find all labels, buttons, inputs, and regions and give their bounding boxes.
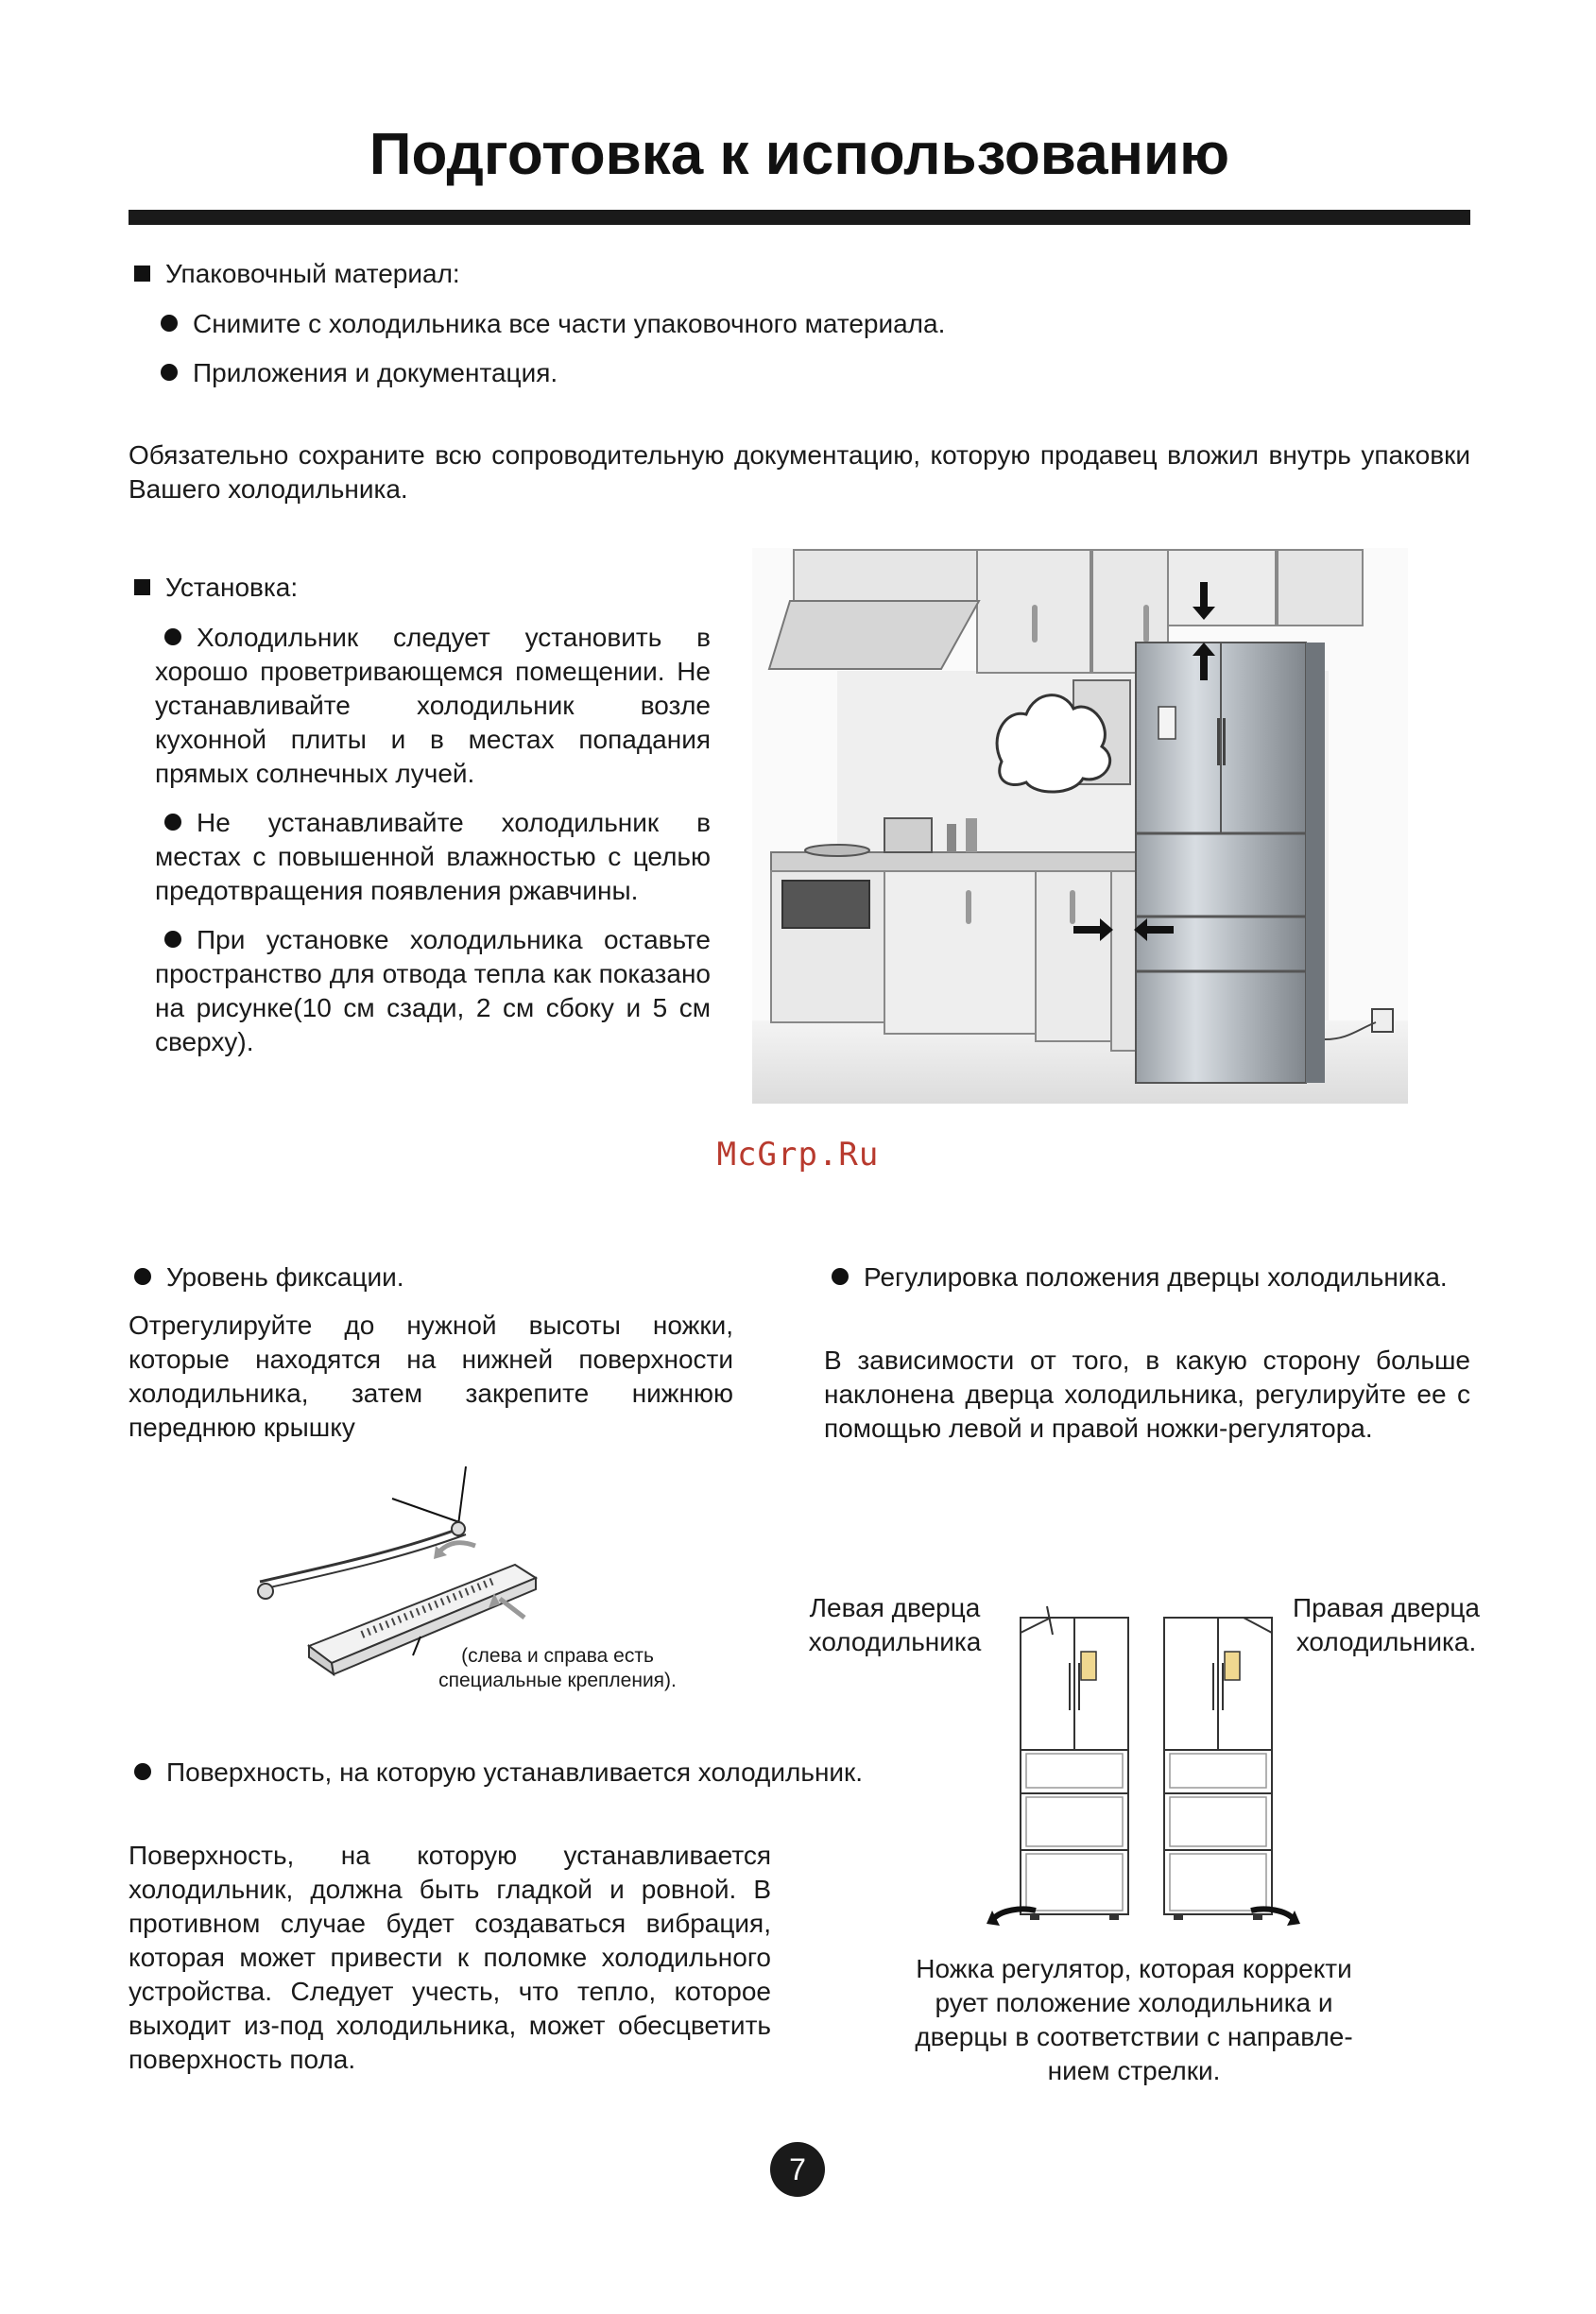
installation-heading: Установка: (134, 571, 298, 605)
packaging-bullet-1: Снимите с холодильника все части упаковочного материала. (161, 307, 945, 341)
installation-bullet-2: Не устанавливайте холодильник в местах с повышенной влажностью с целью предотвращения появления ржавчины. (155, 808, 711, 905)
leveling-caption: (слева и справа есть специальные крепления). (438, 1645, 677, 1691)
round-bullet-icon (134, 1268, 151, 1285)
right-door-label: Правая дверца холодильника. (1293, 1593, 1480, 1656)
surface-text: Поверхность, на которую устанавливается холодильник, должна быть гладкой и ровной. В противном случае будет создаваться вибрация, которая может привести к поломке холодильного устройства. Следует учесть, что тепло, которое выходит из-под холодильника, может обесцветить поверхность пола. (129, 1841, 771, 2074)
title-rule (129, 210, 1470, 225)
packaging-note: Обязательно сохраните всю сопроводительную документацию, которую продавец вложил внутрь упаковки Вашего холодильника. (129, 440, 1470, 504)
round-bullet-icon (832, 1268, 849, 1285)
packaging-heading: Упаковочный материал: (134, 257, 460, 291)
page-title: Подготовка к использованию (369, 122, 1230, 187)
square-bullet-icon (134, 266, 150, 282)
installation-list (155, 621, 711, 1059)
leveling-text: Отрегулируйте до нужной высоты ножки, которые находятся на нижней поверхности холодильника, затем закрепите нижнюю переднюю крышку (129, 1311, 733, 1442)
round-bullet-icon (161, 364, 178, 381)
kitchen-installation-illustration (752, 548, 1408, 1104)
round-bullet-icon (164, 931, 181, 948)
door-adjust-heading: Регулировка положения дверцы холодильника. (824, 1260, 1470, 1294)
packaging-bullet-2: Приложения и документация. (161, 356, 558, 390)
round-bullet-icon (164, 628, 181, 645)
round-bullet-icon (164, 814, 181, 831)
surface-heading: Поверхность, на которую устанавливается холодильник. (134, 1756, 863, 1790)
door-adjust-text: В зависимости от того, в какую сторону больше наклонена дверца холодильника, регулируйте ее с помощью левой и правой ножки-регулятора. (824, 1346, 1470, 1443)
leveling-heading: Уровень фиксации. (134, 1260, 404, 1294)
installation-bullet-3: При установке холодильника оставьте пространство для отвода тепла как показано на рисунке(10 см сзади, 2 см сбоку и 5 см сверху). (155, 925, 711, 1056)
round-bullet-icon (134, 1763, 151, 1780)
door-adjustment-illustration (992, 1606, 1295, 1928)
installation-bullet-1: Холодильник следует установить в хорошо проветривающемся помещении. Не устанавливайте холодильник возле кухонной плиты и в местах попадания прямых солнечных лучей. (155, 623, 711, 788)
page-number: 7 (770, 2142, 825, 2197)
square-bullet-icon (134, 579, 150, 595)
left-door-label: Левая дверца холодильника (808, 1593, 982, 1656)
round-bullet-icon (161, 315, 178, 332)
door-adjust-caption: Ножка регулятор, которая корректи рует положение холодильника и дверцы в соответствии с направле- нием стрелки. (915, 1954, 1353, 2085)
watermark: McGrp.Ru (716, 1136, 880, 1174)
